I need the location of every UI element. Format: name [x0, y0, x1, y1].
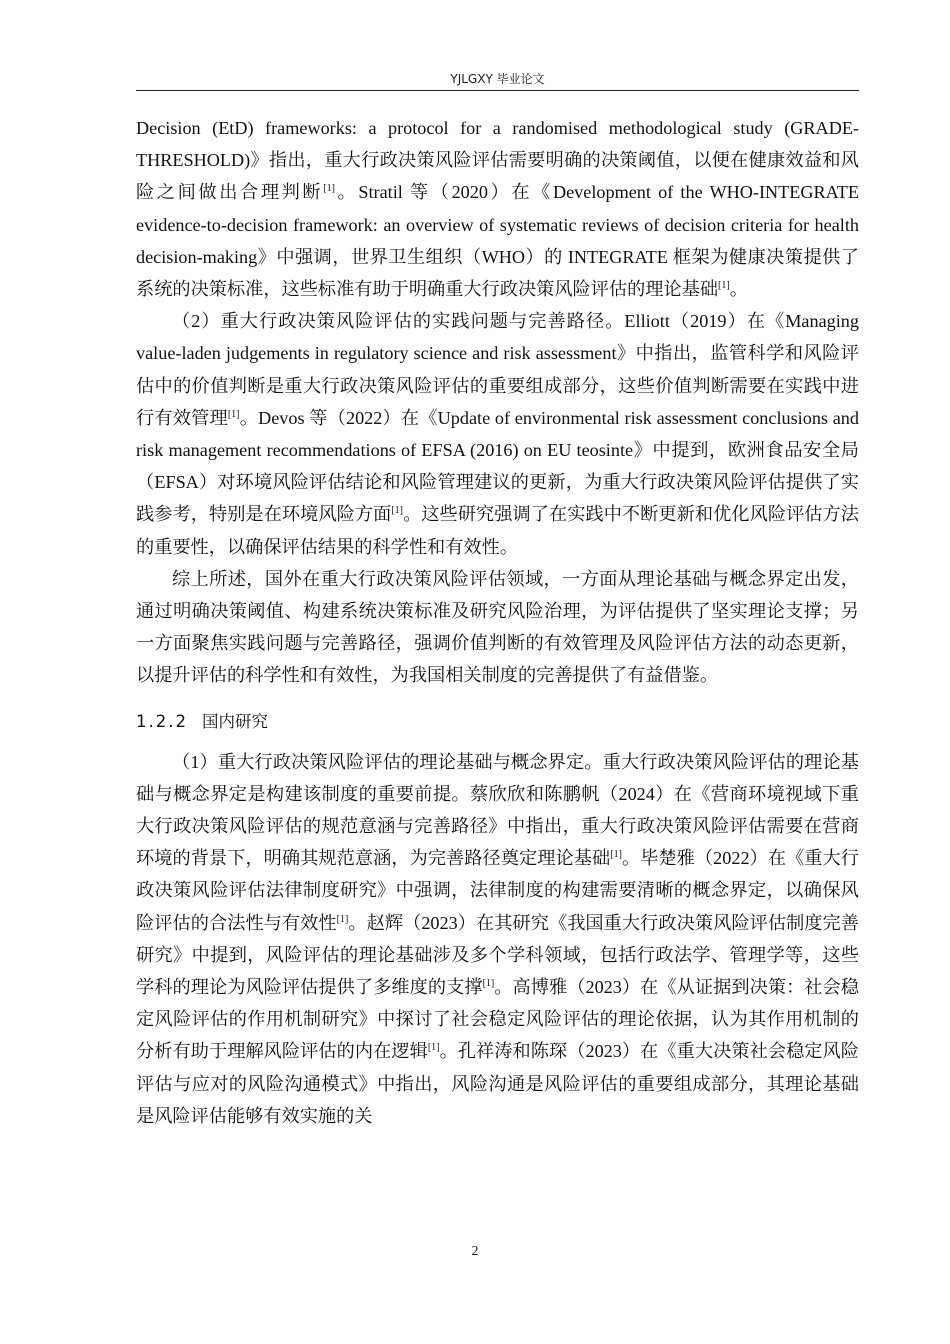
paragraph-text: （2）重大行政决策风险评估的实践问题与完善路径。Elliott（2019）在《Managing value-laden judgements in regulatory science and risk assessment》中指出，监管科学和风险评估中的价值判断是重大行政决策风险评估的重要组成部分，这些价值判断需要在实践中进行有效管理	[136, 311, 859, 428]
paragraph-text: 。赵辉（2023）在其研究《我国重大行政决策风险评估制度完善研究》中提到，风险评估的理论基础涉及多个学科领域，包括行政法学、管理学等，这些学科的理论为风险评估提供了多维度的支撑	[136, 912, 859, 998]
paragraph-text: 。Devos 等（2022）在《Update of environmental risk assessment conclusions and risk management recommendations of EFSA (2016) on EU teosinte》中提到，欧洲食品安全局（EFSA）对环境风险评估结论和风险管理建议的更新，为重大行政决策风险评估提供了实践参考，特别是在环境风险方面	[136, 407, 859, 525]
section-heading	[136, 708, 859, 736]
citation: [1]	[482, 978, 495, 990]
citation: [1]	[427, 1042, 440, 1054]
paragraph-text: 。	[729, 279, 748, 300]
paragraph-text: 。Stratil 等（2020）在《Development of the WHO-INTEGRATE evidence-to-decision framework: an overview of systematic reviews of decision criteria for health decision-making》中强调，世界卫生组织（WHO）的 INTEGRATE 框架为健康决策提供了系统的决策标准，这些标准有助于明确重大行政决策风险评估的理论基础	[136, 182, 859, 300]
citation: [1]	[610, 849, 622, 861]
paragraph-continued	[136, 112, 859, 305]
paragraph-text: 综上所述，国外在重大行政决策风险评估领域，一方面从理论基础与概念界定出发，通过明确决策阈值、构建系统决策标准及研究风险治理，为评估提供了坚实理论支撑；另一方面聚焦实践问题与完善路径，强调价值判断的有效管理及风险评估方法的动态更新，以提升评估的科学性和有效性，为我国相关制度的完善提供了有益借鉴。	[136, 568, 859, 686]
paragraph-text: 。这些研究强调了在实践中不断更新和优化风险评估方法的重要性，以确保评估结果的科学性和有效性。	[136, 504, 859, 557]
section-title: 国内研究	[201, 711, 268, 731]
citation: [1]	[323, 183, 335, 195]
document-body	[136, 112, 859, 1132]
paragraph-text: 。孔祥涛和陈琛（2023）在《重大决策社会稳定风险评估与应对的风险沟通模式》中指出，风险沟通是风险评估的重要组成部分，其理论基础是风险评估能够有效实施的关	[136, 1041, 859, 1126]
section-number: 1.2.2	[136, 711, 188, 731]
paragraph-text: （1）重大行政决策风险评估的理论基础与概念界定。重大行政决策风险评估的理论基础与概念界定是构建该制度的重要前提。蔡欣欣和陈鹏帆（2024）在《营商环境视域下重大行政决策风险评估的规范意涵与完善路径》中指出，重大行政决策风险评估需要在营商环境的背景下，明确其规范意涵，为完善路径奠定理论基础	[136, 751, 859, 869]
citation: [1]	[227, 408, 240, 420]
page-number: 2	[471, 1244, 479, 1259]
paragraph-practice	[136, 305, 859, 563]
citation: [1]	[718, 280, 730, 292]
paragraph-domestic	[136, 746, 859, 1132]
paragraph-text: Decision (EtD) frameworks: a protocol for a randomised methodological study (GRADE-THRESHOLD)》指出，重大行政决策风险评估需要明确的决策阈值，以便在健康效益和风险之间做出合理判断	[136, 118, 859, 203]
citation: [1]	[336, 913, 349, 925]
paragraph-summary	[136, 563, 859, 692]
paragraph-text: 。高博雅（2023）在《从证据到决策：社会稳定风险评估的作用机制研究》中探讨了社会稳定风险评估的理论依据，认为其作用机制的分析有助于理解风险评估的内在逻辑	[136, 977, 859, 1062]
header-rule	[136, 90, 859, 91]
paragraph-text: 。毕楚雅（2022）在《重大行政决策风险评估法律制度研究》中强调，法律制度的构建需要清晰的概念界定，以确保风险评估的合法性与有效性	[136, 848, 859, 933]
running-header: YJLGXY 毕业论文	[450, 72, 545, 86]
citation: [1]	[391, 505, 404, 517]
